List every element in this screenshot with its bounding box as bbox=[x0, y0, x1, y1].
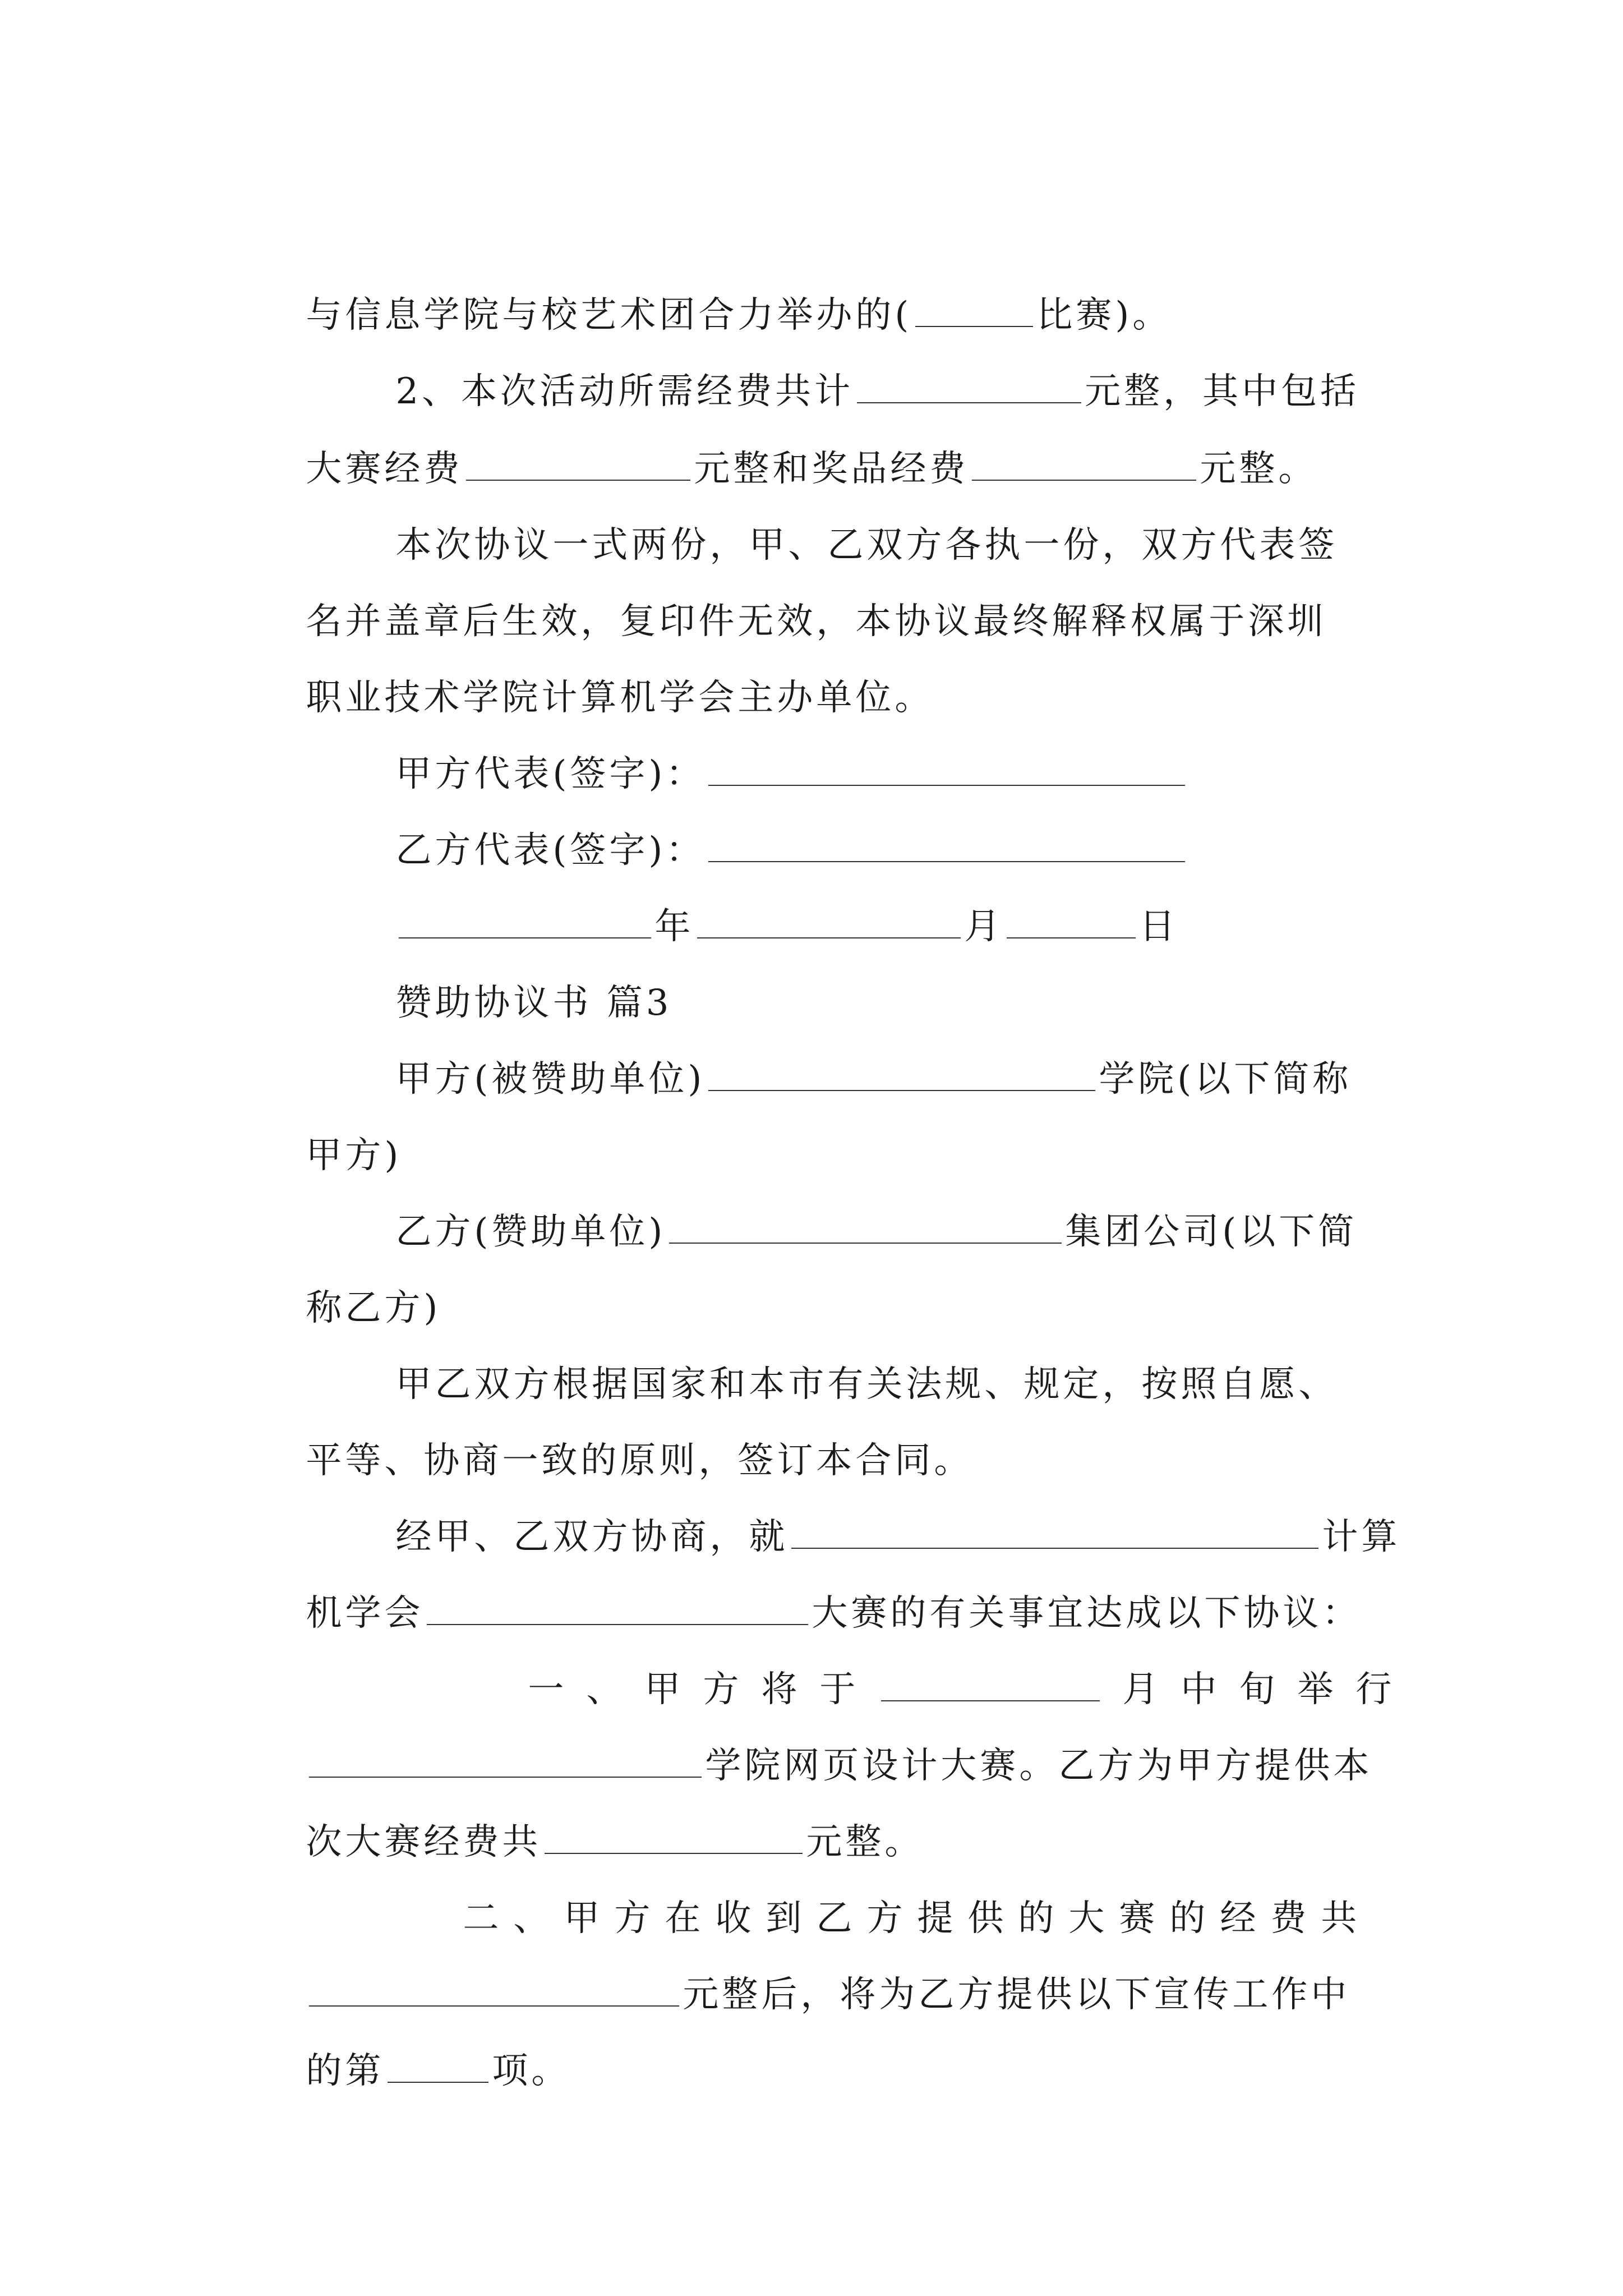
text-segment: 元整，其中包括 bbox=[1085, 371, 1360, 412]
text-segment: 月 bbox=[964, 906, 1004, 947]
text-line bbox=[247, 1741, 924, 1863]
text-segment: 大赛的有关事宜达成以下协议： bbox=[811, 1593, 1362, 1634]
text-segment: 日 bbox=[1139, 906, 1179, 947]
text-segment: 甲乙双方根据国家和本市有关法规、规定，按照自愿、 bbox=[395, 1364, 1338, 1405]
text-segment: 大赛经费 bbox=[306, 448, 463, 490]
signature-line-party-b bbox=[336, 749, 1188, 871]
text-segment: 集团公司(以下简 bbox=[1065, 1211, 1358, 1253]
text-line bbox=[247, 368, 1318, 490]
text-segment: 月中旬举行 bbox=[1122, 1669, 1414, 1710]
text-segment: 元整。 bbox=[1200, 448, 1318, 490]
text-segment: 乙方代表(签字)： bbox=[395, 830, 706, 871]
signature-line-party-a bbox=[336, 673, 1188, 795]
section-heading bbox=[336, 902, 672, 1024]
text-line bbox=[336, 1436, 1401, 1558]
fill-blank bbox=[388, 2048, 488, 2083]
text-segment: 与信息学院与校艺术团合力举办的( bbox=[306, 295, 912, 336]
text-segment: 名并盖章后生效，复印件无效，本协议最终解释权属于深圳 bbox=[306, 601, 1327, 642]
fill-blank bbox=[708, 1056, 1095, 1091]
day-blank bbox=[1007, 904, 1136, 938]
text-line bbox=[336, 444, 1338, 566]
text-segment: 的第 bbox=[306, 2050, 385, 2092]
text-line bbox=[247, 214, 1172, 336]
text-segment: 机学会 bbox=[306, 1593, 424, 1634]
text-segment: 年 bbox=[654, 906, 694, 947]
month-blank bbox=[697, 904, 961, 938]
text-segment: 学院网页设计大赛。乙方为甲方提供本 bbox=[705, 1745, 1373, 1787]
text-line bbox=[247, 1665, 1373, 1787]
text-segment: 经甲、乙双方协商，就 bbox=[395, 1516, 789, 1558]
text-segment: 2、本次活动所需经费共计 bbox=[395, 371, 854, 412]
text-line bbox=[393, 1589, 1414, 1710]
date-line bbox=[336, 826, 1179, 947]
text-line bbox=[247, 1894, 1350, 2016]
text-segment: 一、甲方将于 bbox=[528, 1669, 878, 1710]
text-segment: 元整和奖品经费 bbox=[694, 448, 969, 490]
text-line bbox=[247, 1970, 571, 2092]
text-segment: 职业技术学院计算机学会主办单位。 bbox=[306, 677, 934, 719]
text-segment: 赞助协议书 篇3 bbox=[395, 982, 672, 1024]
text-segment: 甲方代表(签字)： bbox=[395, 753, 706, 795]
text-segment: 计算 bbox=[1322, 1516, 1401, 1558]
text-segment: 乙方(赞助单位) bbox=[395, 1211, 666, 1253]
text-segment: 元整后，将为乙方提供以下宣传工作中 bbox=[683, 1974, 1350, 2016]
text-segment: 甲方(被赞助单位) bbox=[395, 1059, 706, 1100]
text-segment: 本次协议一式两份，甲、乙双方各执一份，双方代表签 bbox=[395, 524, 1338, 566]
text-line bbox=[247, 1207, 441, 1329]
text-segment: 项。 bbox=[492, 2050, 571, 2092]
text-segment: 甲方) bbox=[306, 1135, 402, 1176]
fill-blank bbox=[669, 1209, 1062, 1244]
text-segment: 元整。 bbox=[806, 1821, 924, 1863]
text-segment: 二、甲方在收到乙方提供的大赛的经费共 bbox=[463, 1898, 1372, 1939]
text-segment: 比赛)。 bbox=[1036, 295, 1172, 336]
text-segment: 次大赛经费共 bbox=[306, 1821, 542, 1863]
text-line bbox=[247, 597, 934, 719]
text-segment: 平等、协商一致的原则，签订本合同。 bbox=[306, 1440, 974, 1481]
text-segment: 称乙方) bbox=[306, 1287, 441, 1329]
text-line bbox=[336, 1283, 1338, 1405]
text-line bbox=[247, 1360, 974, 1481]
text-line bbox=[247, 521, 1327, 642]
text-line bbox=[336, 1131, 1358, 1253]
text-line bbox=[336, 291, 1360, 412]
text-line bbox=[359, 1818, 1372, 1939]
text-line bbox=[336, 978, 1352, 1100]
text-line bbox=[247, 1055, 402, 1176]
text-segment: 学院(以下简称 bbox=[1099, 1059, 1352, 1100]
